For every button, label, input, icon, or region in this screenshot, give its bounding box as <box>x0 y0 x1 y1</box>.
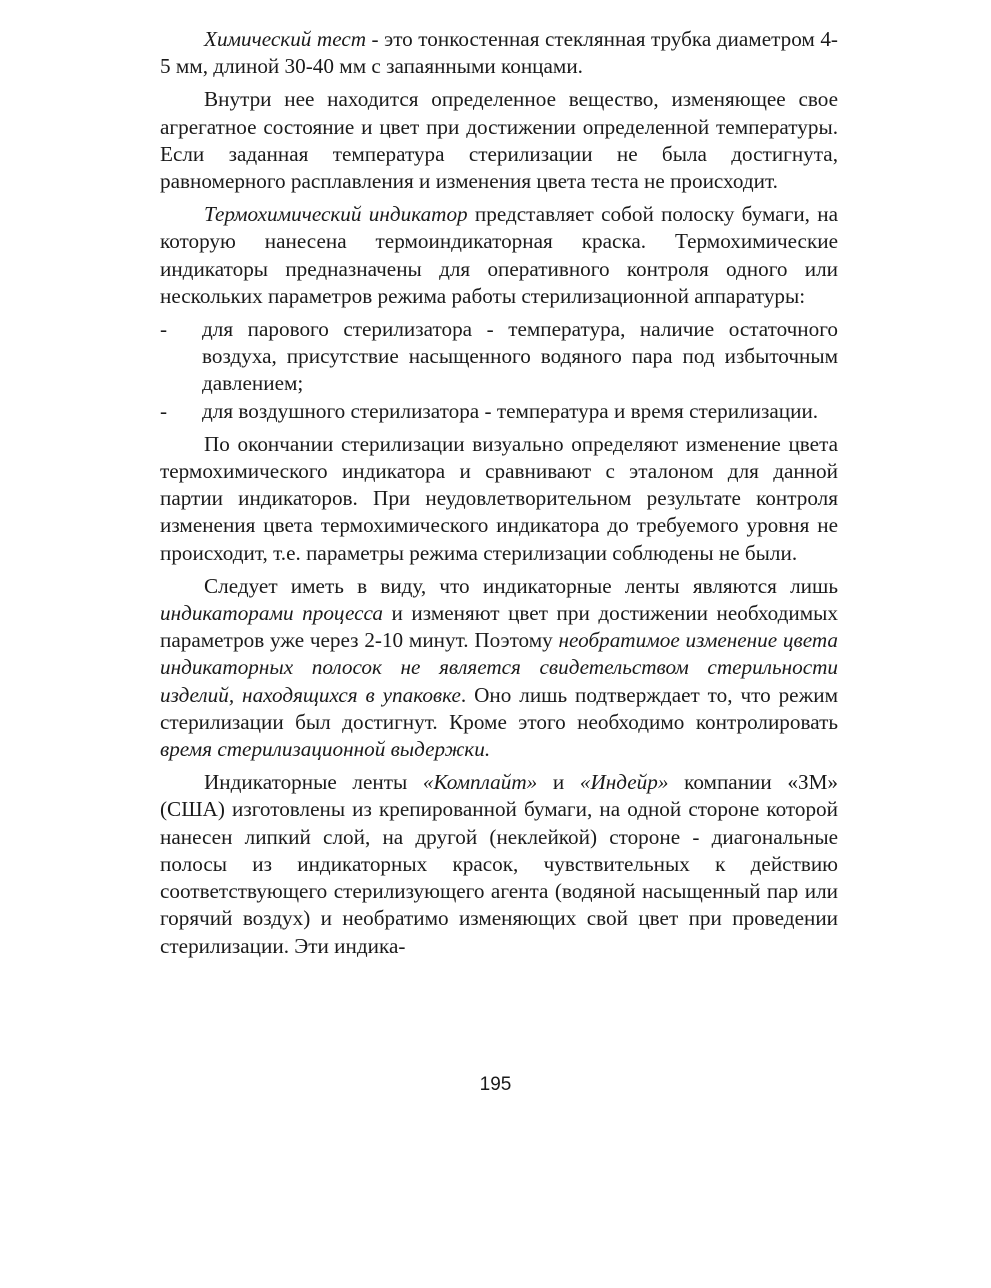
product-name: «Индейр» <box>579 770 669 795</box>
list-dash: - <box>160 398 168 423</box>
paragraph-indicator-tapes-note <box>160 573 838 763</box>
paragraph-inside <box>160 86 838 195</box>
paragraph-thermochemical-indicator <box>160 201 838 310</box>
list-item <box>160 398 838 425</box>
paragraph-text: Индикаторные ленты <box>204 770 423 795</box>
paragraph-text: Внутри нее находится определенное вещество, изменяющее свое агрегатное состояние и цвет при достижении определенной температуры. Если заданная температура стерилизации не была достигнута, равномерного расплавления и изменения цвета теста не происходит. <box>160 87 838 194</box>
paragraph-text: . Оно лишь подтверждает то, что режим стерилизации был достигнут. Кроме этого необходимо контролировать <box>160 682 838 734</box>
list-item-text: для парового стерилизатора - температура, наличие остаточного воздуха, присутствие насыщенного водяного пара под избыточным давлением; <box>202 317 838 396</box>
list-dash: - <box>160 317 168 342</box>
sterilizer-parameter-list <box>160 316 838 425</box>
paragraph-chemical-test <box>160 26 838 80</box>
list-item-text: для воздушного стерилизатора - температура и время стерилизации. <box>202 398 819 423</box>
document-page <box>160 26 838 966</box>
paragraph-text: - это тонкостенная стеклянная трубка диаметром 4-5 мм, длиной 30-40 мм с запаянными концами. <box>160 27 838 79</box>
term-thermochemical-indicator: Термохимический индикатор <box>204 202 468 227</box>
emphasis-text: индикаторами процесса <box>160 601 384 626</box>
emphasis-text: необратимое изменение цвета индикаторных полосок не является свидетельством стерильности изделий, находящихся в упаковке <box>160 628 839 707</box>
paragraph-after-sterilization <box>160 431 838 567</box>
paragraph-text: и <box>537 770 580 795</box>
paragraph-text: компании «ЗМ» (США) изготовлены из крепированной бумаги, на одной стороне которой нанесен липкий слой, на другой (неклейкой) стороне - диагональные полосы из индикаторных красок, чувствительных к действию соответствующего стерилизующего агента (водяной насыщенный пар или горячий воздух) и необратимо изменяющих свой цвет при проведении стерилизации. Эти индика- <box>160 770 839 958</box>
list-item <box>160 316 838 398</box>
product-name: «Комплайт» <box>422 770 538 795</box>
term-chemical-test: Химический тест <box>204 27 367 51</box>
paragraph-text: представляет собой полоску бумаги, на которую нанесена термоиндикаторная краска. Термохимические индикаторы предназначены для оперативного контроля одного или нескольких параметров режима работы стерилизационной аппаратуры: <box>160 202 838 308</box>
paragraph-3m-tapes <box>160 769 838 959</box>
emphasis-text: время стерилизационной выдержки. <box>160 737 491 762</box>
paragraph-text: По окончании стерилизации визуально определяют изменение цвета термохимического индикатора и сравнивают с эталоном для данной партии индикаторов. При неудовлетворительном результате контроля изменения цвета термохимического индикатора до требуемого уровня не происходит, т.е. параметры режима стерилизации соблюдены не были. <box>160 431 838 565</box>
page-number: 195 <box>479 1074 512 1095</box>
paragraph-text: и изменяют цвет при достижении необходимых параметров уже через 2-10 минут. Поэтому <box>160 601 838 653</box>
paragraph-text: Следует иметь в виду, что индикаторные ленты являются лишь <box>204 573 838 598</box>
